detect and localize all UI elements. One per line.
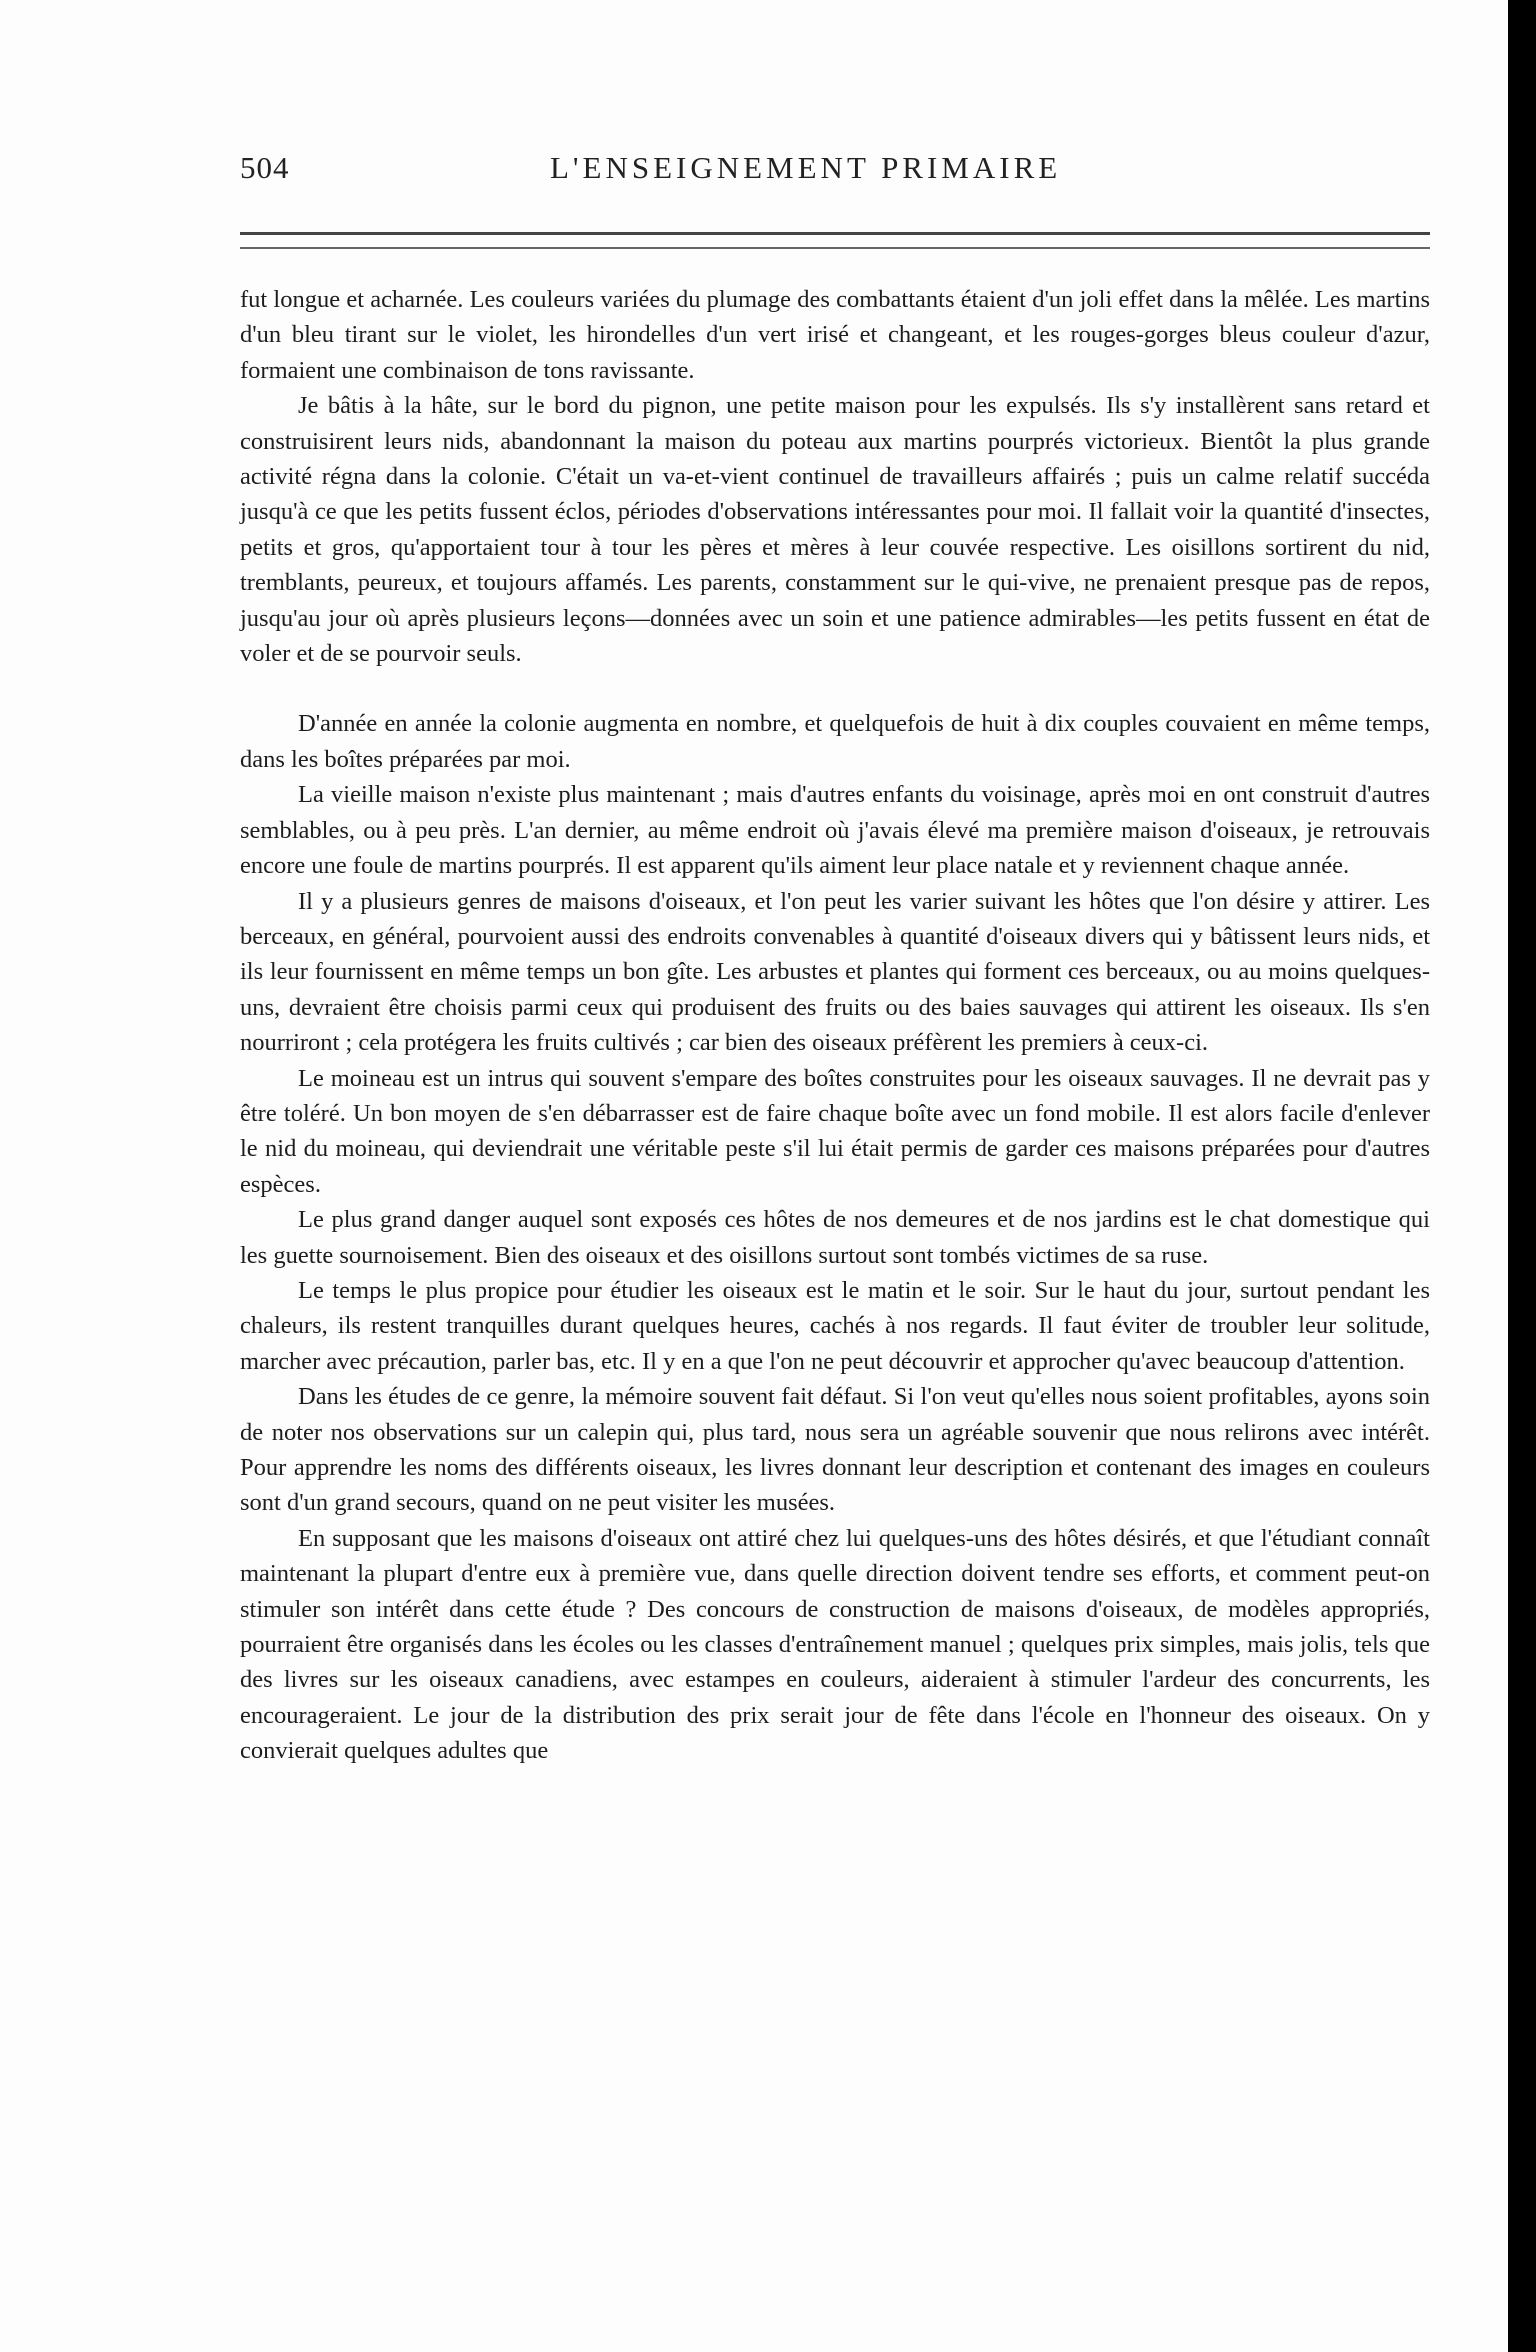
body-text <box>240 282 1430 1769</box>
page-number: 504 <box>240 150 290 185</box>
paragraph: Le plus grand danger auquel sont exposés ces hôtes de nos demeures et de nos jardins est le chat domestique qui les guette sournoisement. Bien des oiseaux et des oisillons surtout sont tombés victimes de sa ruse. <box>240 1206 1430 1269</box>
page-header <box>240 150 1440 200</box>
scan-border <box>1508 0 1536 2352</box>
paragraph: Le temps le plus propice pour étudier les oiseaux est le matin et le soir. Sur le haut du jour, surtout pendant les chaleurs, ils restent tranquilles durant quelques heures, cachés à nos regards. Il faut éviter de troubler leur solitude, marcher avec précaution, parler bas, etc. Il y en a que l'on ne peut découvrir et approcher qu'avec beaucoup d'attention. <box>240 1276 1430 1375</box>
paragraph: Dans les études de ce genre, la mémoire souvent fait défaut. Si l'on veut qu'elles nous soient profitables, ayons soin de noter nos observations sur un calepin qui, plus tard, nous sera un agréable souvenir que nous relirons avec intérêt. Pour apprendre les noms des différents oiseaux, les livres donnant leur description et contenant des images en couleurs sont d'un grand secours, quand on ne peut visiter les musées. <box>240 1383 1430 1517</box>
paragraph: D'année en année la colonie augmenta en nombre, et quelquefois de huit à dix couples couvaient en même temps, dans les boîtes préparées par moi. <box>240 710 1430 773</box>
paragraph: En supposant que les maisons d'oiseaux ont attiré chez lui quelques-uns des hôtes désirés, et que l'étudiant connaît maintenant la plupart d'entre eux à première vue, dans quelle direction doivent tendre ses efforts, et comment peut-on stimuler son intérêt dans cette étude ? Des concours de construction de maisons d'oiseaux, de modèles appropriés, pourraient être organisés dans les écoles ou les classes d'entraînement manuel ; quelques prix simples, mais jolis, tels que des livres sur les oiseaux canadiens, avec estampes en couleurs, aideraient à stimuler l'ardeur des concurrents, les encourageraient. Le jour de la distribution des prix serait jour de fête dans l'école en l'honneur des oiseaux. On y convierait quelques adultes que <box>240 1524 1430 1765</box>
header-rule <box>240 232 1430 249</box>
paragraph: Je bâtis à la hâte, sur le bord du pignon, une petite maison pour les expulsés. Ils s'y installèrent sans retard et construisirent leurs nids, abandonnant la maison du poteau aux martins pourprés victorieux. Bientôt la plus grande activité régna dans la colonie. C'était un va-et-vient continuel de travailleurs affairés ; puis un calme relatif succéda jusqu'à ce que les petits fussent éclos, périodes d'observations intéressantes pour moi. Il fallait voir la quantité d'insectes, petits et gros, qu'apportaient tour à tour les pères et mères à leur couvée respective. Les oisillons sortirent du nid, tremblants, peureux, et toujours affamés. Les parents, constamment sur le qui-vive, ne prenaient presque pas de repos, jusqu'au jour où après plusieurs leçons—données avec un soin et une patience admirables—les petits fussent en état de voler et de se pourvoir seuls. <box>240 392 1430 668</box>
paragraph: fut longue et acharnée. Les couleurs variées du plumage des combattants étaient d'un joli effet dans la mêlée. Les martins d'un bleu tirant sur le violet, les hirondelles d'un vert irisé et changeant, et les rouges-gorges bleus couleur d'azur, formaient une combinaison de tons ravissante. <box>240 286 1430 384</box>
paragraph: Le moineau est un intrus qui souvent s'empare des boîtes construites pour les oiseaux sauvages. Il ne devrait pas y être toléré. Un bon moyen de s'en débarrasser est de faire chaque boîte avec un fond mobile. Il est alors facile d'enlever le nid du moineau, qui deviendrait une véritable peste s'il lui était permis de garder ces maisons préparées pour d'autres espèces. <box>240 1064 1430 1198</box>
paragraph: La vieille maison n'existe plus maintenant ; mais d'autres enfants du voisinage, après moi en ont construit d'autres semblables, ou à peu près. L'an dernier, au même endroit où j'avais élevé ma première maison d'oiseaux, je retrouvais encore une foule de martins pourprés. Il est apparent qu'ils aiment leur place natale et y reviennent chaque année. <box>240 781 1430 880</box>
running-title: L'ENSEIGNEMENT PRIMAIRE <box>550 150 1062 185</box>
paragraph: Il y a plusieurs genres de maisons d'oiseaux, et l'on peut les varier suivant les hôtes que l'on désire y attirer. Les berceaux, en général, pourvoient aussi des endroits convenables à quantité d'oiseaux divers qui y bâtissent leurs nids, et ils leur fournissent en même temps un bon gîte. Les arbustes et plantes qui forment ces berceaux, ou au moins quelques-uns, devraient être choisis parmi ceux qui produisent des fruits ou des baies sauvages qui attirent les oiseaux. Ils s'en nourriront ; cela protégera les fruits cultivés ; car bien des oiseaux préfèrent les premiers à ceux-ci. <box>240 887 1430 1057</box>
